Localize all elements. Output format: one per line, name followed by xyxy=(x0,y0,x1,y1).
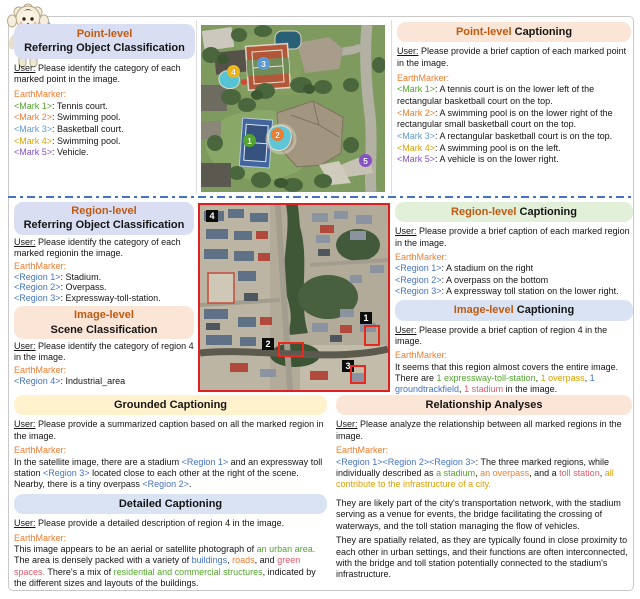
panel-title: Grounded Captioning xyxy=(14,395,327,415)
region-label-2: 2 xyxy=(262,338,274,350)
mark-badge-5: 5 xyxy=(359,154,372,167)
mark-badge-3: 3 xyxy=(257,57,270,70)
user-prompt: User: Please identify the category of each marked point in the image. xyxy=(14,62,181,85)
panel-point-level-classification xyxy=(14,24,195,162)
region-label-1: 1 xyxy=(360,312,372,324)
column-divider xyxy=(391,20,392,194)
panel-point-level-captioning xyxy=(397,22,631,169)
panel-title-scene-classification: Image-level Scene Classification xyxy=(14,306,194,339)
panel-title: Region-level Referring Object Classification xyxy=(14,202,194,235)
panel-region-level-captioning xyxy=(395,202,633,399)
earthmarker-response: EarthMarker: <Region 4>: Industrial_area xyxy=(14,364,126,386)
panel-title: Point-level Referring Object Classification xyxy=(14,24,195,59)
earthmarker-response: They are spatially related, as they are typically found in close proximity to each other in urban settings, and their functions are often interconnected, with the bridge and toll station potentially connected to the stadium's infrastructure. xyxy=(336,535,628,580)
panel-title: Point-level Captioning xyxy=(397,22,631,42)
panel-grounded-captioning xyxy=(14,395,327,593)
panel-title: Region-level Captioning xyxy=(395,202,633,222)
panel-region-level-classification xyxy=(14,202,194,389)
user-prompt: User: Please provide a summarized caption based on all the marked region in the image. xyxy=(14,419,324,441)
column-divider xyxy=(196,20,197,194)
earthmarker-response: EarthMarker: This image appears to be an aerial or satellite photograph of an urban area. The area is densely packed with a variety of buildings, roads, and green spaces. There's a mix of residential and commercial structures, indicated by the different sizes and layouts of the buildings. xyxy=(14,532,316,589)
user-prompt: User: Please provide a brief caption of region 4 in the image. xyxy=(395,324,608,346)
user-prompt: User: Please provide a brief caption of each marked region in the image. xyxy=(395,226,630,248)
mark-badge-4: 4 xyxy=(227,65,240,78)
user-prompt: User: Please provide a detailed description of region 4 in the image. xyxy=(14,518,285,529)
region-box-1 xyxy=(364,325,380,346)
earthmarker-response: EarthMarker: It seems that this region almost covers the entire image. There are 1 expressway-toll-station, 1 overpass, 1 groundtrackfield, 1 stadium in the image. xyxy=(395,350,619,395)
mark-badge-1: 1 xyxy=(243,134,256,147)
region-label-4: 4 xyxy=(206,210,218,222)
earthmarker-response: EarthMarker: <Region 1><Region 2><Region 3>: The three marked regions, while individually described as a stadium, an overpass, and a toll station, all contribute to the infrastructure of a city. xyxy=(336,445,614,490)
region-label-3: 3 xyxy=(342,360,354,372)
mark-badge-2: 2 xyxy=(271,128,284,141)
earthmarker-response: They are likely part of the city's transportation network, with the stadium serving as a venue for events, the bridge facilitating the crossing of waterways, and the toll station managing the flow of vehicles. xyxy=(336,497,621,531)
panel-title: Relationship Analyses xyxy=(336,395,632,415)
user-prompt: User: Please analyze the relationship between all marked regions in the image. xyxy=(336,419,622,441)
panel-title-detailed-captioning: Detailed Captioning xyxy=(14,494,327,514)
section-divider-dashed xyxy=(8,196,634,198)
earthmarker-response: EarthMarker: In the satellite image, there are a stadium <Region 1> and an expressway toll station <Region 3> located close to each other at the right of the scene. Nearby, there is a tiny overpass <Region 2>. xyxy=(14,445,323,490)
earthmarker-response: EarthMarker: <Region 1>: A stadium on the right <Region 2>: A overpass on the bottom <Region 3>: A expressway toll station on the lower right. xyxy=(395,251,619,296)
panel-title-image-level-captioning: Image-level Captioning xyxy=(395,300,633,320)
earthmarker-response: EarthMarker: <Mark 1>: Tennis court. <Mark 2>: Swimming pool. <Mark 3>: Basketball court. <Mark 4>: Swimming pool. <Mark 5>: Vehicle. xyxy=(14,88,124,158)
region-box-2 xyxy=(278,342,304,357)
satellite-scene xyxy=(200,205,388,390)
earthmarker-response: EarthMarker: <Mark 1>: A tennis court is on the lower left of the rectangular basketball court on the top. <Mark 2>: A swimming pool is on the lower right of the rectangular small basketball court on the top. <Mark 3>: A rectangular basketball court is on the top. <Mark 4>: A swimming pool is on the left. <Mark 5>: A vehicle is on the lower right. xyxy=(397,72,613,165)
user-prompt: User: Please provide a brief caption of each marked point in the image. xyxy=(397,46,627,68)
region-box-3 xyxy=(350,365,366,384)
earthmarker-response: EarthMarker: <Region 1>: Stadium. <Region 2>: Overpass. <Region 3>: Expressway-toll-station. xyxy=(14,260,161,304)
user-prompt: User: Please identify the category of region 4 in the image. xyxy=(14,341,194,362)
user-prompt: User: Please identify the category of each marked regionin the image. xyxy=(14,236,181,258)
satellite-image-residential xyxy=(201,25,385,192)
satellite-scene xyxy=(201,25,385,192)
satellite-image-urban xyxy=(198,203,390,392)
panel-relationship-analyses xyxy=(336,395,632,584)
